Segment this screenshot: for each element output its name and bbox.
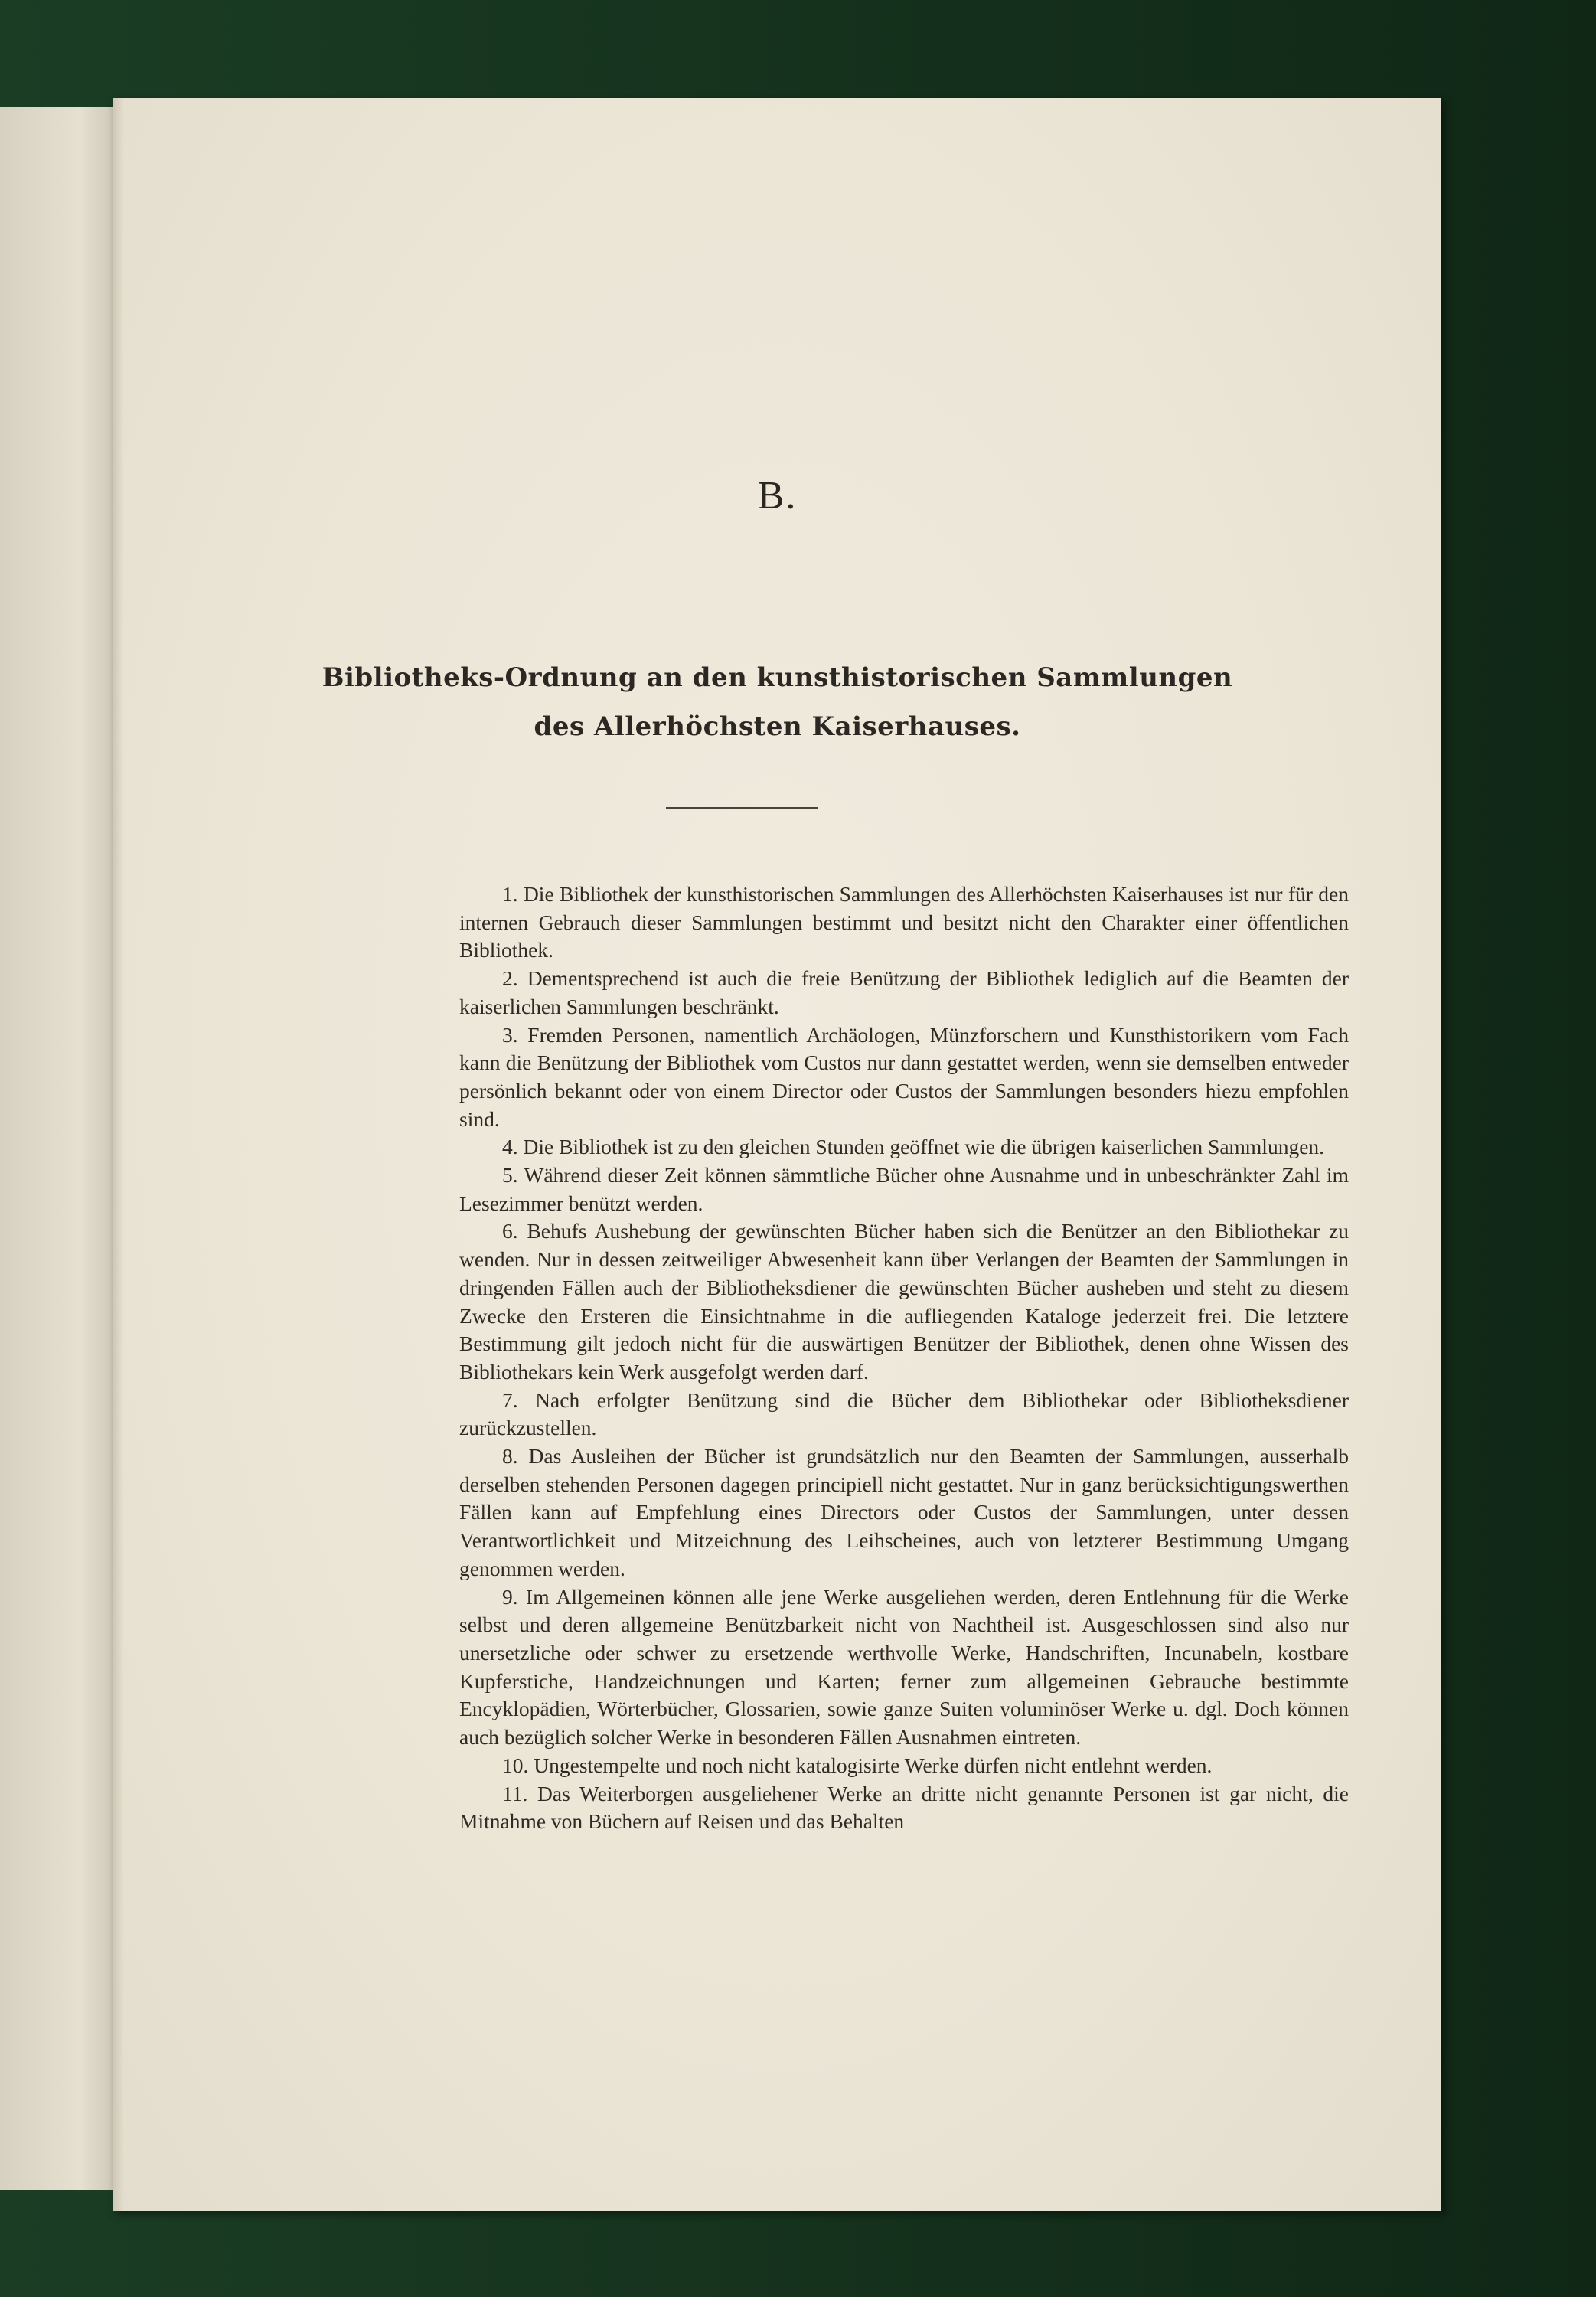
paragraph-1: 1. Die Bibliothek der kunsthistorischen Sammlungen des Allerhöchsten Kaiserhauses ist nur für den internen Gebrauch dieser Sammlungen bestimmt und besitzt nicht den Charakter einer öffentlichen Bibliothek. <box>459 882 1349 962</box>
paragraph-11: 11. Das Weiterborgen ausgeliehener Werke an dritte nicht genannte Personen ist gar nicht, die Mitnahme von Büchern auf Reisen und das Behalten <box>459 1781 1349 1834</box>
paragraph-5: 5. Während dieser Zeit können sämmtliche Bücher ohne Ausnahme und in unbeschränkter Zahl im Lesezimmer benützt werden. <box>459 1163 1349 1215</box>
regulations-body <box>459 881 1349 1836</box>
title-line-1: Bibliotheks-Ordnung an den kunsthistorischen Sammlungen <box>321 662 1233 693</box>
paragraph-3: 3. Fremden Personen, namentlich Archäologen, Münzforschern und Kunsthistorikern vom Fach kann die Benützung der Bibliothek vom Custos nur dann gestattet werden, wenn sie demselben entweder persönlich bekannt oder von einem Director oder Custos der Sammlungen besonders hiezu empfohlen sind. <box>459 1022 1349 1131</box>
facing-page-edge <box>0 107 116 2190</box>
paragraph-8: 8. Das Ausleihen der Bücher ist grundsätzlich nur den Beamten der Sammlungen, ausserhalb derselben stehenden Personen dagegen principiell nicht gestattet. Nur in ganz berücksichtigungswerthen Fällen kann auf Empfehlung eines Directors oder Custos der Sammlungen, unter dessen Verantwortlichkeit und Mitzeichnung des Leihscheines, auch von letzterer Bestimmung Umgang genommen werden. <box>459 1444 1349 1580</box>
paragraph-6: 6. Behufs Aushebung der gewünschten Bücher haben sich die Benützer an den Bibliothekar zu wenden. Nur in dessen zeitweiliger Abwesenheit kann über Verlangen der Beamten der Sammlungen in dringenden Fällen auch der Bibliotheksdiener die gewünschten Bücher ausheben und steht zu diesem Zwecke den Ersteren die Einsichtnahme in die aufliegenden Kataloge jederzeit frei. Die letztere Bestimmung gilt jedoch nicht für die auswärtigen Benützer der Bibliothek, denen ohne Wissen des Bibliothekars kein Werk ausgefolgt werden darf. <box>459 1219 1349 1384</box>
paragraph-7: 7. Nach erfolgter Benützung sind die Bücher dem Bibliothekar oder Bibliotheksdiener zurückzustellen. <box>459 1387 1349 1440</box>
paragraph-4: 4. Die Bibliothek ist zu den gleichen Stunden geöffnet wie die übrigen kaiserlichen Sammlungen. <box>502 1135 1325 1159</box>
page-title <box>113 653 1441 751</box>
paragraph-2: 2. Dementsprechend ist auch die freie Benützung der Bibliothek lediglich auf die Beamten der kaiserlichen Sammlungen beschränkt. <box>459 966 1349 1018</box>
section-letter: B. <box>757 474 798 518</box>
document-page <box>113 98 1441 2211</box>
title-divider <box>666 807 818 809</box>
paragraph-9: 9. Im Allgemeinen können alle jene Werke ausgeliehen werden, deren Entlehnung für die Werke selbst und deren allgemeine Benützbarkeit nicht von Nachtheil ist. Ausgeschlossen sind also nur unersetzliche oder schwer zu ersetzende werthvolle Werke, Handschriften, Incunabeln, kostbare Kupferstiche, Handzeichnungen und Karten; ferner zum allgemeinen Gebrauche bestimmte Encyklopädien, Wörterbücher, Glossarien, sowie ganze Suiten voluminöser Werke u. dgl. Doch können auch bezüglich solcher Werke in besonderen Fällen Ausnahmen eintreten. <box>459 1584 1349 1750</box>
paragraph-10: 10. Ungestempelte und noch nicht katalogisirte Werke dürfen nicht entlehnt werden. <box>502 1753 1213 1777</box>
title-line-2: des Allerhöchsten Kaiserhauses. <box>534 711 1021 742</box>
page-gutter-shadow <box>113 98 124 2211</box>
